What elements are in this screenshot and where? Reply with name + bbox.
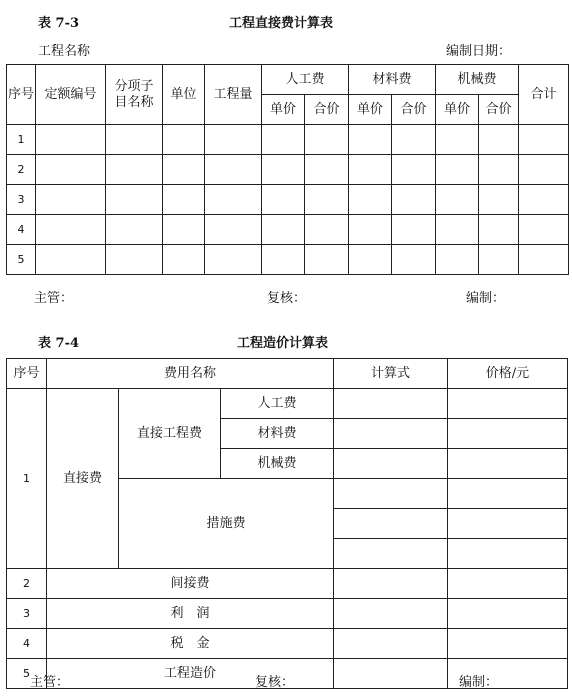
header-quantity: 工程量 [205, 65, 262, 125]
table2-title: 工程造价计算表 [237, 336, 329, 351]
table-row [7, 629, 568, 659]
table-row [7, 125, 569, 155]
row-name: 工程造价 [47, 659, 334, 689]
header-total: 合计 [519, 65, 569, 125]
cost-calculation-table [6, 358, 568, 689]
row-seq: 5 [7, 245, 36, 275]
project-name-label: 工程名称 [38, 44, 91, 59]
row-seq: 4 [7, 215, 36, 245]
table2-supervisor-label: 主管： [30, 675, 70, 690]
date-label: 编制日期： [446, 44, 512, 59]
header-labor: 人工费 [262, 65, 349, 95]
header-machine: 机械费 [436, 65, 519, 95]
table-row [7, 569, 568, 599]
row-seq: 4 [7, 629, 47, 659]
header-formula: 计算式 [334, 359, 448, 389]
header-labor-total-price: 合价 [305, 95, 349, 125]
row-seq: 3 [7, 599, 47, 629]
header-seq: 序号 [7, 359, 47, 389]
measure-cost-label: 措施费 [119, 479, 334, 569]
header-unit: 单位 [163, 65, 205, 125]
table2-review-label: 复核： [255, 675, 295, 690]
row-seq: 2 [7, 569, 47, 599]
header-price: 价格/元 [448, 359, 568, 389]
header-item-name [106, 65, 163, 125]
table1-supervisor-label: 主管： [34, 291, 74, 306]
row-seq: 1 [7, 389, 47, 569]
header-material-unit-price: 单价 [349, 95, 392, 125]
header-quota-no: 定额编号 [36, 65, 106, 125]
labor-cost-label: 人工费 [221, 389, 334, 419]
header-material: 材料费 [349, 65, 436, 95]
material-cost-label: 材料费 [221, 419, 334, 449]
table-row [7, 215, 569, 245]
row-name: 利 润 [47, 599, 334, 629]
direct-cost-table [6, 64, 569, 275]
table1-review-label: 复核： [267, 291, 307, 306]
row-name: 税 金 [47, 629, 334, 659]
row-seq: 3 [7, 185, 36, 215]
header-item-name-line2: 目名称 [114, 94, 154, 110]
header-labor-unit-price: 单价 [262, 95, 305, 125]
header-item-name-line1: 分项子 [114, 78, 154, 94]
header-cost-name: 费用名称 [47, 359, 334, 389]
table-row [7, 185, 569, 215]
table-row [7, 599, 568, 629]
table-row [7, 245, 569, 275]
row-seq: 2 [7, 155, 36, 185]
table-row [7, 155, 569, 185]
row-name: 间接费 [47, 569, 334, 599]
header-machine-total-price: 合价 [479, 95, 519, 125]
row-seq: 5 [7, 659, 47, 689]
machine-cost-label: 机械费 [221, 449, 334, 479]
header-seq: 序号 [7, 65, 36, 125]
table2-prepare-label: 编制： [459, 675, 499, 690]
table1-prepare-label: 编制： [466, 291, 506, 306]
header-machine-unit-price: 单价 [436, 95, 479, 125]
table1-title: 工程直接费计算表 [229, 16, 334, 31]
direct-engineering-cost-label: 直接工程费 [119, 389, 221, 479]
table2-number: 表 7-4 [38, 336, 80, 351]
table1-number: 表 7-3 [38, 16, 80, 31]
header-material-total-price: 合价 [392, 95, 436, 125]
direct-cost-label: 直接费 [47, 389, 119, 569]
row-seq: 1 [7, 125, 36, 155]
